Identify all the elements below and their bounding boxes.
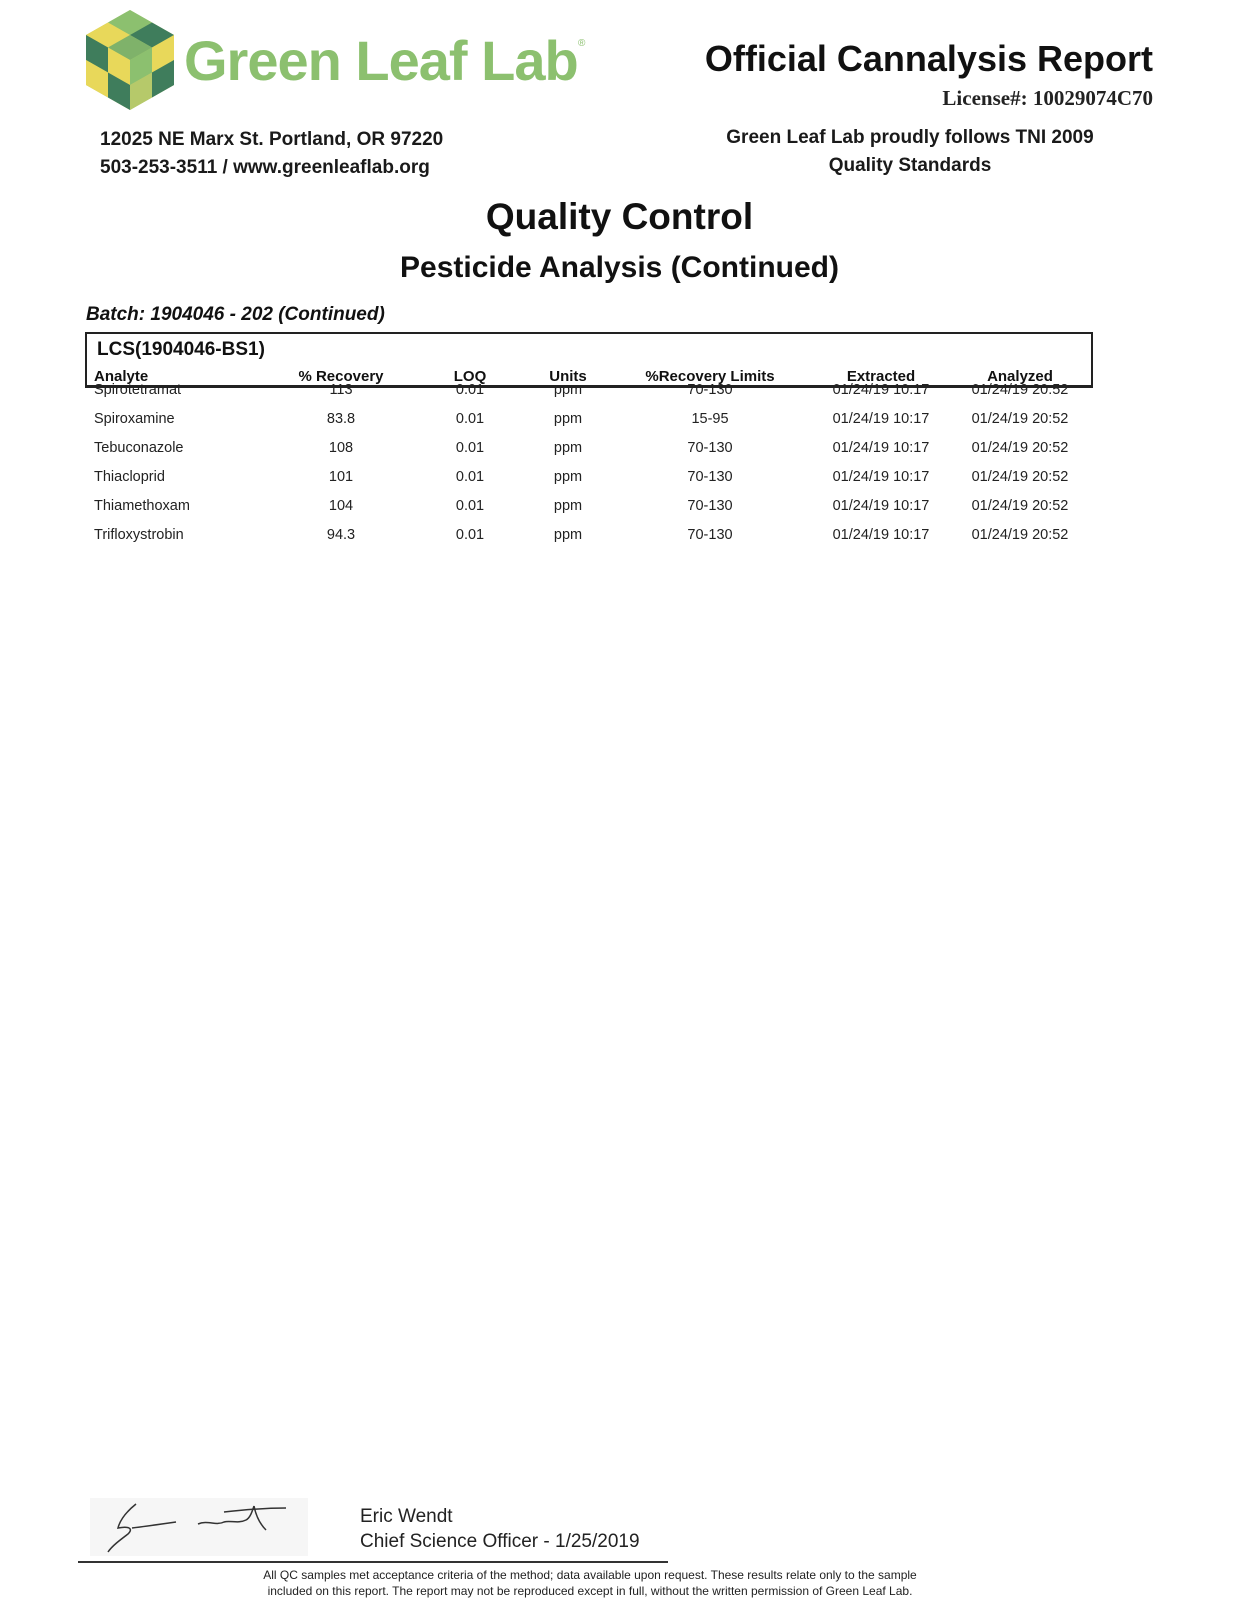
cell-analyte: Tebuconazole (94, 440, 184, 456)
column-header-extracted: Extracted (846, 368, 916, 385)
cell-analyte: Spirotetramat (94, 382, 182, 398)
column-header-recovery: % Recovery (298, 368, 384, 385)
cell-extracted: 01/24/19 10:17 (832, 498, 930, 514)
tni-line: Quality Standards (828, 155, 992, 176)
logo-registered-mark: ® (578, 38, 586, 49)
cell-analyzed: 01/24/19 20:52 (971, 440, 1069, 456)
cell-limits: 70-130 (687, 469, 733, 485)
cell-extracted: 01/24/19 10:17 (832, 469, 930, 485)
cell-units: ppm (553, 469, 583, 485)
cell-recovery: 104 (328, 498, 354, 514)
cell-analyzed: 01/24/19 20:52 (971, 469, 1069, 485)
page-subtitle: Pesticide Analysis (Continued) (400, 251, 839, 284)
signature-scribble (90, 1498, 308, 1556)
cell-units: ppm (553, 382, 583, 398)
cell-recovery: 94.3 (326, 527, 356, 543)
lab-address (100, 126, 443, 182)
cell-extracted: 01/24/19 10:17 (832, 527, 930, 543)
cell-limits: 70-130 (687, 382, 733, 398)
address-line: 12025 NE Marx St. Portland, OR 97220 (100, 129, 444, 150)
cell-units: ppm (553, 527, 583, 543)
column-header-units: Units (549, 368, 587, 385)
column-header-loq: LOQ (453, 368, 487, 385)
column-header-analyzed: Analyzed (987, 368, 1053, 385)
cell-units: ppm (553, 498, 583, 514)
cell-loq: 0.01 (455, 411, 485, 427)
cell-limits: 70-130 (687, 498, 733, 514)
cell-loq: 0.01 (455, 527, 485, 543)
cell-recovery: 113 (329, 382, 353, 398)
signatory-title: Chief Science Officer - 1/25/2019 (360, 1531, 640, 1552)
footer-line: All QC samples met acceptance criteria of the method; data available upon request. These results relate only to the sample (263, 1568, 917, 1582)
cell-units: ppm (553, 440, 583, 456)
cell-analyzed: 01/24/19 20:52 (971, 411, 1069, 427)
cell-loq: 0.01 (455, 469, 485, 485)
signature-image (90, 1498, 308, 1556)
cell-analyte: Trifloxystrobin (94, 527, 184, 543)
signatory-name: Eric Wendt (360, 1506, 453, 1527)
logo-text: Green Leaf Lab (184, 29, 578, 92)
cell-limits: 70-130 (687, 440, 733, 456)
logo-icon (86, 10, 174, 110)
cell-extracted: 01/24/19 10:17 (832, 440, 930, 456)
cell-loq: 0.01 (455, 382, 485, 398)
report-title: Official Cannalysis Report (704, 38, 1153, 79)
cell-limits: 15-95 (691, 411, 729, 427)
cell-loq: 0.01 (455, 498, 485, 514)
column-header-limits: %Recovery Limits (645, 368, 775, 385)
cell-analyzed: 01/24/19 20:52 (971, 498, 1069, 514)
footer-disclaimer (210, 1567, 970, 1599)
cell-recovery: 101 (328, 469, 354, 485)
cell-extracted: 01/24/19 10:17 (832, 411, 930, 427)
tni-statement (690, 124, 1130, 180)
cell-limits: 70-130 (687, 527, 733, 543)
cell-analyte: Thiacloprid (94, 469, 165, 485)
cell-loq: 0.01 (455, 440, 485, 456)
cell-extracted: 01/24/19 10:17 (832, 382, 930, 398)
license-number: License#: 10029074C70 (942, 86, 1153, 110)
cell-analyzed: 01/24/19 20:52 (971, 527, 1069, 543)
cell-recovery: 108 (328, 440, 354, 456)
signature-divider (78, 1561, 668, 1563)
cell-analyte: Spiroxamine (94, 411, 175, 427)
footer-line: included on this report. The report may not be reproduced except in full, without the written permission of Green Leaf Lab. (267, 1584, 913, 1598)
batch-label: Batch: 1904046 - 202 (Continued) (86, 304, 385, 325)
sample-label: LCS(1904046-BS1) (97, 339, 265, 360)
column-header-analyte: Analyte (94, 368, 149, 385)
cell-analyte: Thiamethoxam (94, 498, 190, 514)
contact-line: 503-253-3511 / www.greenleaflab.org (100, 157, 430, 178)
tni-line: Green Leaf Lab proudly follows TNI 2009 (726, 127, 1094, 148)
cell-analyzed: 01/24/19 20:52 (971, 382, 1069, 398)
cell-units: ppm (553, 411, 583, 427)
cell-recovery: 83.8 (326, 411, 356, 427)
page-title: Quality Control (485, 196, 754, 237)
